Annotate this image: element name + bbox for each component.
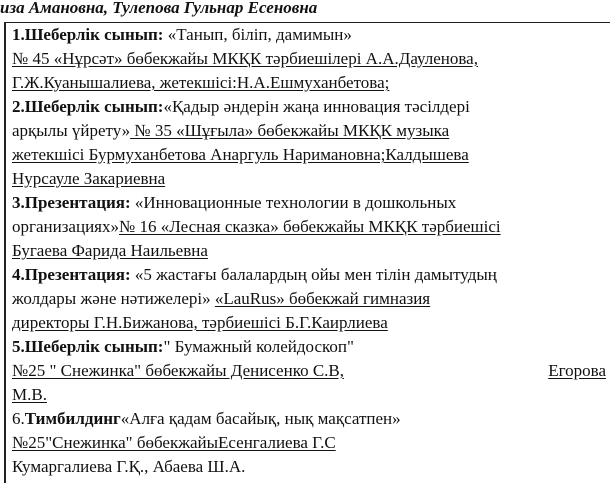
entry-3-line-2 [12,215,610,239]
entry-1-type: 1.Шеберлік сынып: [12,25,164,44]
entry-6-line-2: №25"Снежинка" бөбекжайыЕсенгалиева Г.С [12,433,336,452]
entry-5-line-left: №25 " Снежинка" бөбекжайы Денисенко С.В, [12,361,345,380]
entry-4-heading [12,263,610,287]
entry-6-number: 6. [12,409,25,428]
entry-1 [12,23,610,95]
entry-3-line-3: Бугаева Фарида Наильевна [12,241,208,260]
entry-3 [12,191,610,263]
entry-3-heading [12,191,610,215]
entry-2-title-a: «Қадыр әндерін жаңа инновация тәсілдері [163,97,470,116]
entry-2-org: № 35 «Шұғыла» бөбекжайы МКҚК музыка [130,121,450,140]
entry-5-line-right: Егорова [548,361,606,380]
entry-1-line-1: № 45 «Нұрсәт» бөбекжайы МКҚК тәрбиешілері А.А.Дауленова, [12,49,478,68]
entry-4-title-a: «5 жастағы балалардың ойы мен тілін дамытудың [134,265,497,284]
entry-4-title-b: жолдары және нәтижелері» [12,289,211,308]
entry-1-line-2: Г.Ж.Куанышалиева, жетекшісі:Н.А.Ешмуханбетова; [12,73,390,92]
entry-3-org: № 16 «Лесная сказка» бөбекжайы МКҚК тәрбиешісі [119,217,501,236]
entry-4-type: 4.Презентация: [12,265,131,284]
entry-5-line-3: М.В. [12,385,47,404]
entry-6-type: Тимбилдинг [24,409,121,428]
entry-3-type: 3.Презентация: [12,193,131,212]
entry-2-heading [12,95,610,119]
entry-6-heading [12,407,610,431]
entry-1-title: «Танып, біліп, дамимын» [167,25,352,44]
entry-4 [12,263,610,335]
entry-5-heading [12,335,610,359]
entry-5-title: " Бумажный колейдоскоп" [163,337,354,356]
entry-3-title-b: организациях» [12,217,119,236]
program-cell [4,22,610,483]
entry-4-org: «LauRus» бөбекжай гимназия [214,289,431,308]
entry-2-line-2 [12,119,610,143]
entry-1-heading [12,23,610,47]
entry-2-line-3: жетекшісі Бурмуханбетова Анаргуль Наримановна;Калдышева [12,145,469,164]
entry-2 [12,95,610,191]
entry-5 [12,335,610,407]
entry-2-line-4: Нурсауле Закариевна [12,169,166,188]
entry-6 [12,407,610,479]
authors-fragment: иза Амановна, Тулепова Гульнар Есеновна [0,0,318,17]
entry-2-type: 2.Шеберлік сынып: [12,97,164,116]
entry-4-line-3: директоры Г.Н.Бижанова, тәрбиешісі Б.Г.Каирлиева [12,313,388,332]
entry-6-title: «Алға қадам басайық, нық мақсатпен» [120,409,401,428]
entry-5-line-2 [12,359,606,383]
entry-6-line-3: Кумаргалиева Г.Қ., Абаева Ш.А. [12,457,246,476]
entry-5-type: 5.Шеберлік сынып: [12,337,164,356]
entry-4-line-2 [12,287,610,311]
entry-2-title-b: арқылы үйрету» [12,121,131,140]
entry-3-title-a: «Инновационные технологии в дошкольных [134,193,457,212]
